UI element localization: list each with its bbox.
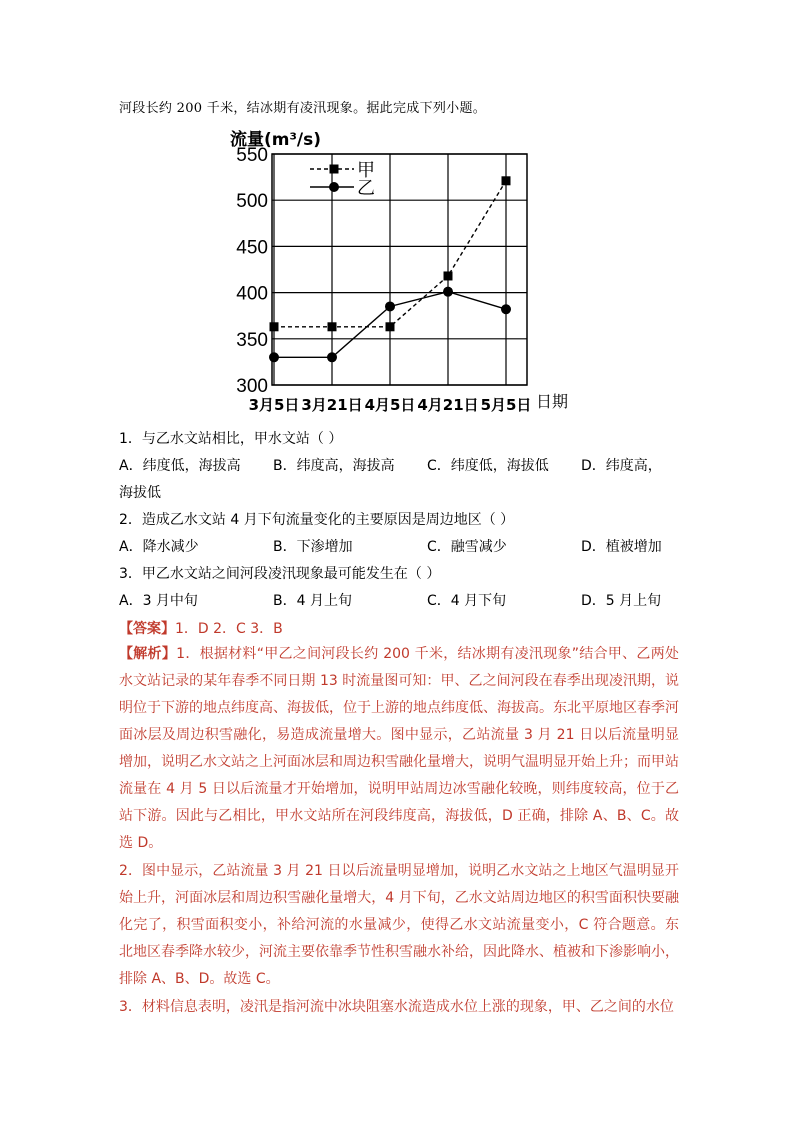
answer-label: 【答案】 bbox=[119, 621, 175, 637]
x-tick-label-4: 5月5日 bbox=[480, 396, 532, 414]
q1-option-d[interactable]: D．纬度高， bbox=[581, 458, 662, 474]
y-tick-label-0: 300 bbox=[236, 376, 268, 397]
series-1-point-4 bbox=[501, 304, 511, 314]
series-1-point-2 bbox=[385, 301, 395, 311]
plot-frame bbox=[272, 154, 527, 385]
series-0-point-3 bbox=[444, 271, 453, 280]
q2-option-c[interactable]: C．融雪减少 bbox=[427, 539, 507, 555]
intro-text: 河段长约 200 千米，结冰期有凌汛现象。据此完成下列小题。 bbox=[119, 101, 487, 116]
q1-option-b[interactable]: B．纬度高，海拔高 bbox=[273, 458, 395, 474]
y-axis-label: 流量(m³/s) bbox=[230, 130, 322, 150]
y-tick-label-2: 400 bbox=[236, 283, 268, 305]
series-0-point-2 bbox=[386, 322, 395, 331]
q3-option-b[interactable]: B．4 月上旬 bbox=[273, 593, 352, 609]
analysis-label: 【解析】 bbox=[119, 646, 177, 662]
answer-text: 1．D 2．C 3．B bbox=[175, 621, 283, 637]
x-tick-label-2: 4月5日 bbox=[364, 396, 416, 414]
q2-option-d[interactable]: D．植被增加 bbox=[581, 539, 662, 555]
q3-option-a[interactable]: A．3 月中旬 bbox=[119, 593, 198, 609]
q1-option-a[interactable]: A．纬度低，海拔高 bbox=[119, 458, 241, 474]
series-0-point-0 bbox=[270, 322, 279, 331]
legend-label-1: 乙 bbox=[357, 178, 375, 199]
y-tick-label-3: 450 bbox=[236, 237, 268, 259]
series-1-point-3 bbox=[443, 287, 453, 297]
y-tick-label-1: 350 bbox=[236, 329, 268, 351]
q1-option-d-wrap: 海拔低 bbox=[119, 485, 161, 501]
x-tick-label-3: 4月21日 bbox=[417, 396, 479, 414]
legend-marker-1 bbox=[329, 182, 339, 192]
flow-chart bbox=[208, 126, 588, 418]
x-tick-label-0: 3月5日 bbox=[248, 396, 300, 414]
question-3-stem: 3．甲乙水文站之间河段凌汛现象最可能发生在（ ） bbox=[119, 566, 441, 582]
q3-option-d[interactable]: D．5 月上旬 bbox=[581, 593, 662, 609]
answer-line bbox=[119, 620, 283, 638]
q3-option-c[interactable]: C．4 月下旬 bbox=[427, 593, 507, 609]
series-1-point-1 bbox=[327, 352, 337, 362]
series-1-point-0 bbox=[269, 352, 279, 362]
question-2-stem: 2．造成乙水文站 4 月下旬流量变化的主要原因是周边地区（ ） bbox=[119, 512, 515, 528]
analysis-p1: 1．根据材料“甲乙之间河段长约 200 千米，结冰期有凌汛现象”结合甲、乙两处水文站记录的某年春季不同日期 13 时流量图可知：甲、乙之间河段在春季出现凌汛期，说明位于下游的地点纬度高、海拔低，位于上游的地点纬度低、海拔高。东北平原地区春季河面冰层及周边积雪融化，易造成流量增大。图中显示，乙站流量 3 月 21 日以后流量明显增加，说明乙水文站之上河面冰层和周边积雪融化量增大，说明气温明显开始上升；而甲站流量在 4 月 5 日以后流量才开始增加，说明甲站周边冰雪融化较晚，则纬度较高，位于乙站下游。因此与乙相比，甲水文站所在河段纬度高，海拔低，D 正确，排除 A、B、C。故选 D。 bbox=[119, 646, 679, 851]
q2-option-b[interactable]: B．下渗增加 bbox=[273, 539, 353, 555]
analysis-paragraph-1 bbox=[119, 641, 679, 857]
question-1-stem: 1．与乙水文站相比，甲水文站（ ） bbox=[119, 431, 343, 447]
x-tick-label-1: 3月21日 bbox=[301, 396, 363, 414]
y-tick-label-4: 500 bbox=[236, 191, 268, 213]
analysis-paragraph-3: 3．材料信息表明，凌汛是指河流中冰块阻塞水流造成水位上涨的现象，甲、乙之间的水位 bbox=[119, 999, 674, 1015]
y-tick-label-5: 550 bbox=[236, 145, 268, 166]
series-0-point-1 bbox=[328, 322, 337, 331]
series-0-point-4 bbox=[502, 176, 511, 185]
analysis-paragraph-2: 2．图中显示，乙站流量 3 月 21 日以后流量明显增加，说明乙水文站之上地区气温明显开始上升，河面冰层和周边积雪融化量增大，4 月下旬，乙水文站周边地区的积雪面积快要融化完了，积雪面积变小，补给河流的水量减少，使得乙水文站流量变小，C 符合题意。东北地区春季降水较少，河流主要依靠季节性积雪融水补给，因此降水、植被和下渗影响小，排除 A、B、D。故选 C。 bbox=[119, 863, 679, 987]
legend-label-0: 甲 bbox=[357, 160, 375, 181]
x-axis-label: 日期 bbox=[536, 392, 569, 411]
legend-marker-0 bbox=[330, 165, 339, 174]
q1-option-c[interactable]: C．纬度低，海拔低 bbox=[427, 458, 549, 474]
q2-option-a[interactable]: A．降水减少 bbox=[119, 539, 199, 555]
